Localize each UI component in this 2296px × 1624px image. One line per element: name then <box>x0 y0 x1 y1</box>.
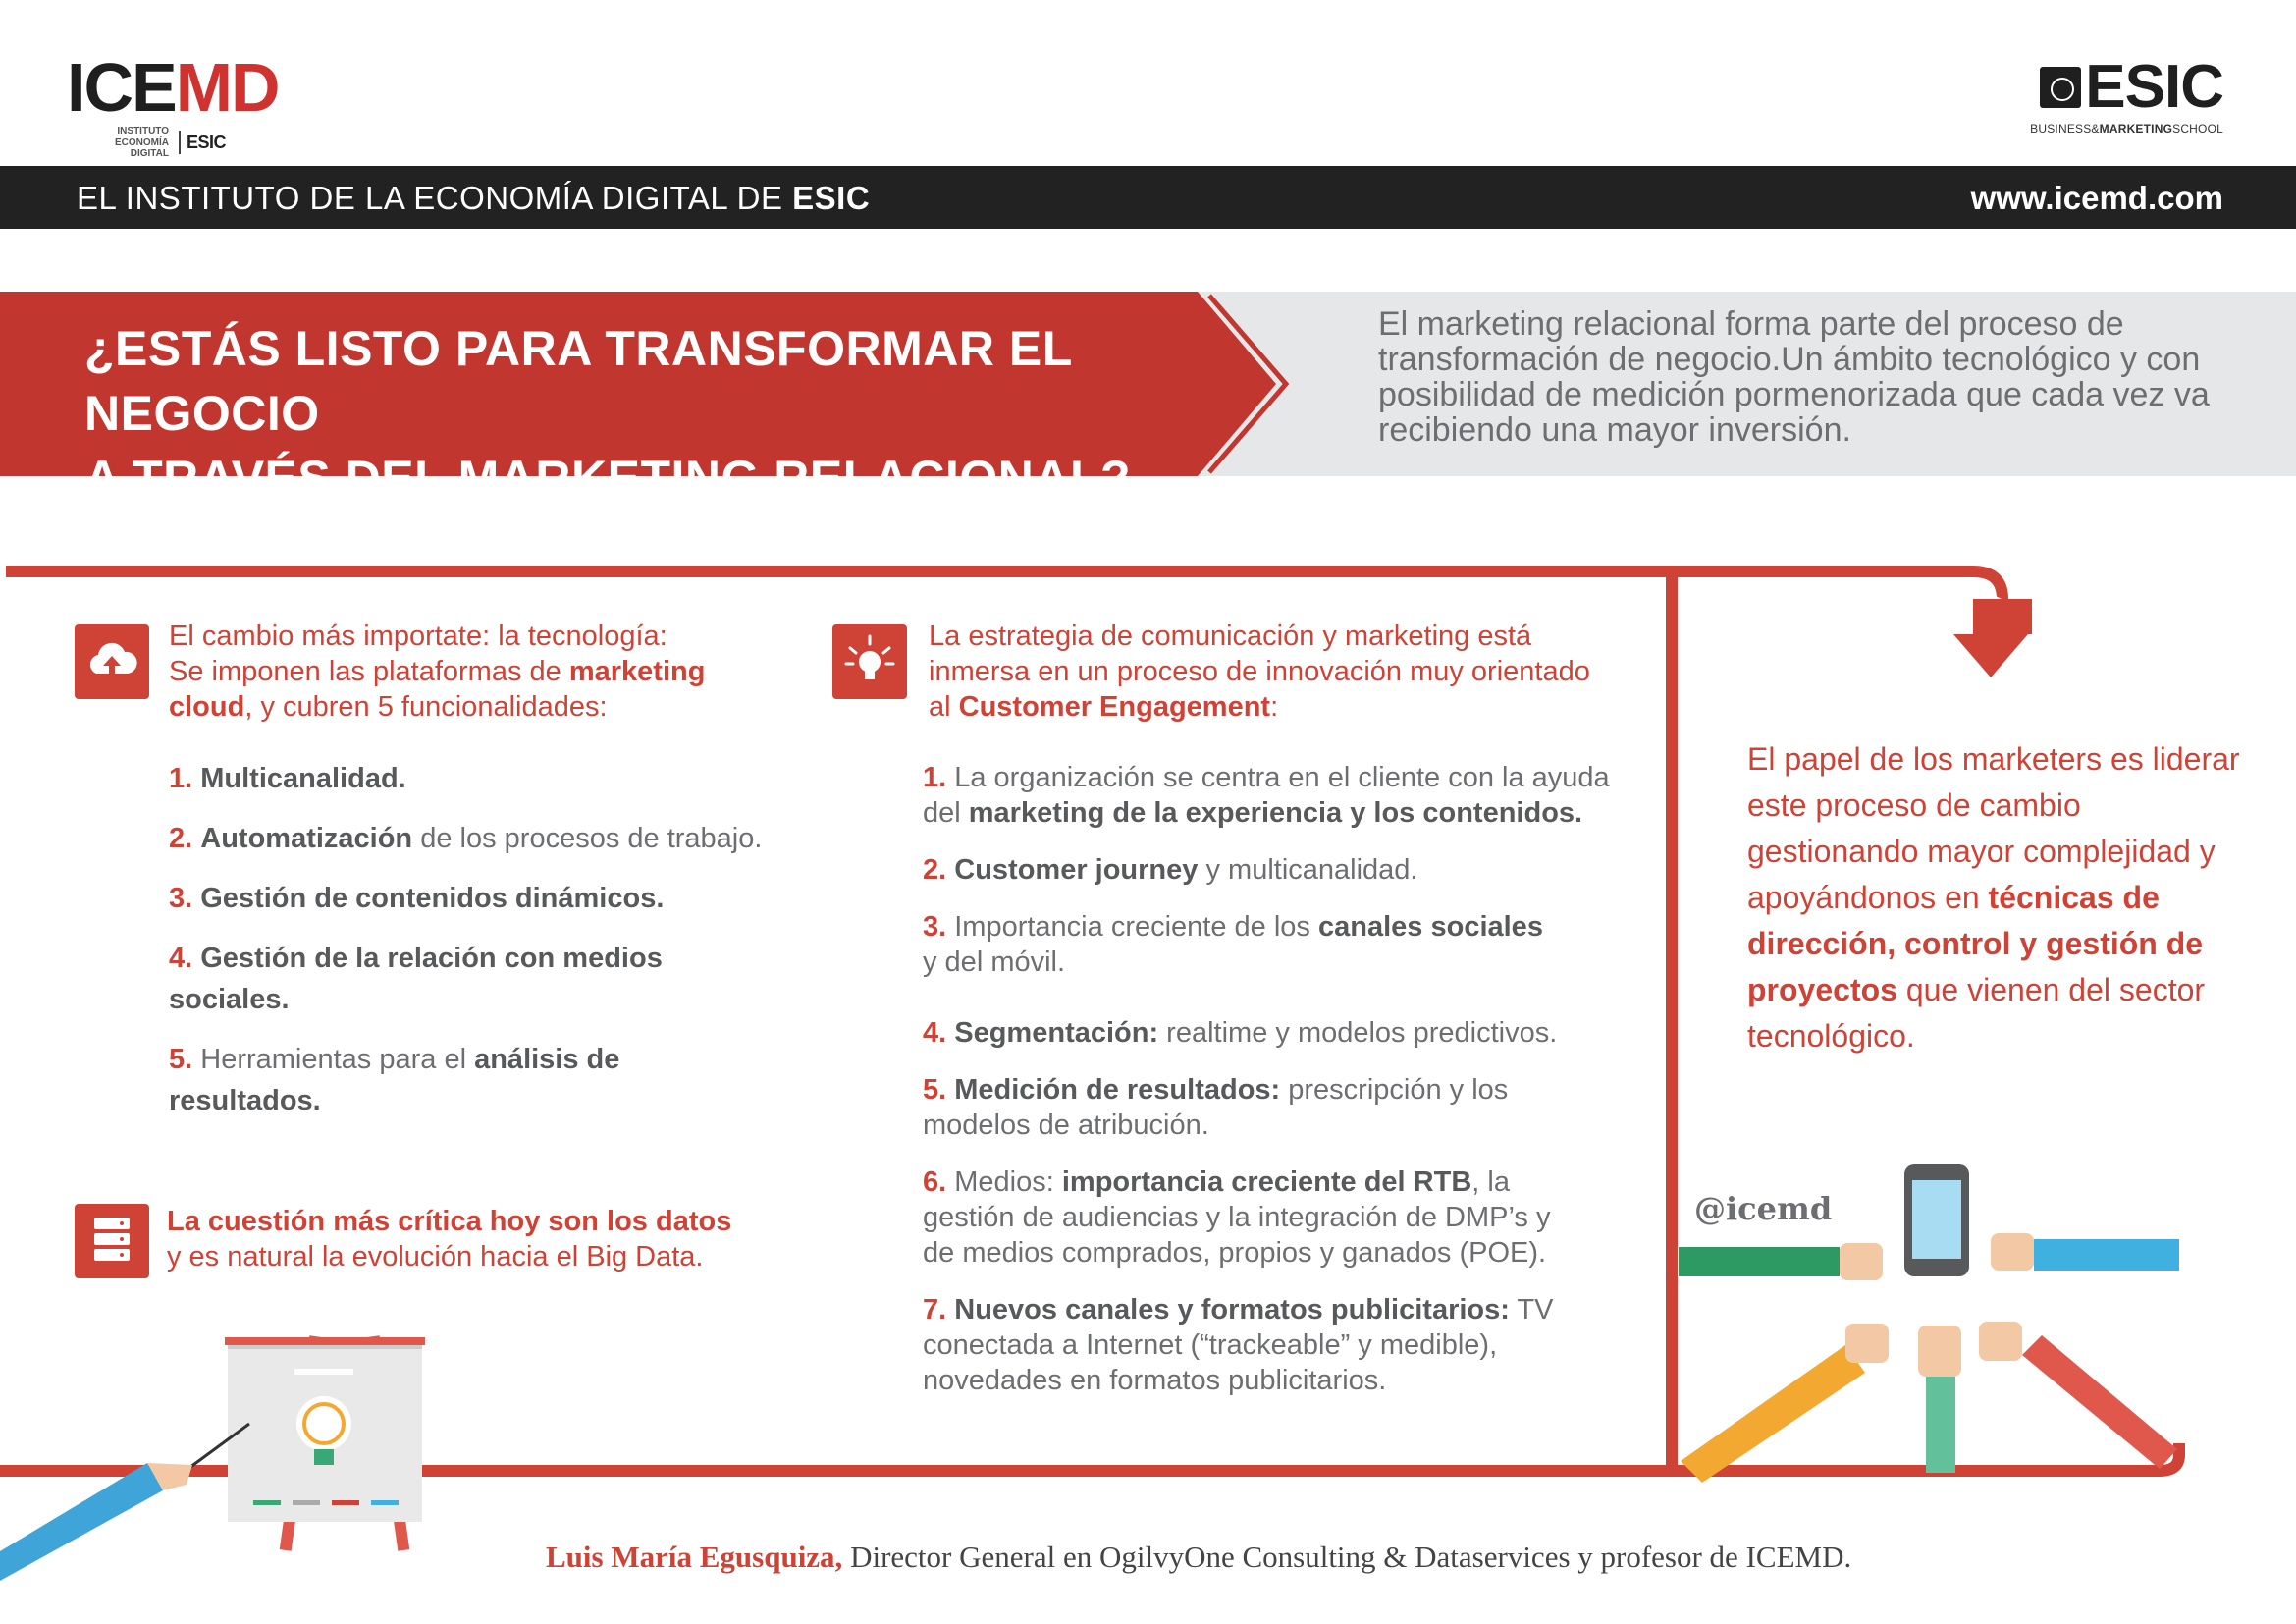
pointing-arm-illustration <box>0 1424 249 1581</box>
server-database-icon <box>75 1204 149 1278</box>
list-item: 4. Segmentación: realtime y modelos predictivos. <box>923 1017 1558 1049</box>
list-item: 1. Multicanalidad. <box>169 763 406 794</box>
esic-logo: ESIC BUSINESS&MARKETINGSCHOOL <box>1998 57 2223 135</box>
header-bar <box>0 166 2296 229</box>
column2-intro: La estrategia de comunicación y marketing está inmersa en un proceso de innovación muy orientado al Customer Engagement: <box>929 621 1590 723</box>
down-arrow-icon <box>1953 599 2032 677</box>
list-item: 7. Nuevos canales y formatos publicitarios: TV conectada a Internet (“trackeable” y medible), novedades en formatos publicitarios. <box>923 1294 1554 1396</box>
author-credit: Luis María Egusquiza, Director General en OgilvyOne Consulting & Dataservices y profesor de ICEMD. <box>546 1540 1852 1574</box>
list-item: 1. La organización se centra en el cliente con la ayuda del marketing de la experiencia y los contenidos. <box>923 762 1610 829</box>
presentation-board-illustration <box>225 1335 425 1551</box>
list-item: 6. Medios: importancia creciente del RTB, la gestión de audiencias y la integración de DMP’s y de medios comprados, propios y ganados (POE). <box>923 1166 1551 1269</box>
list-item: 4. Gestión de la relación con medios sociales. <box>169 943 663 1015</box>
column1-list <box>169 758 797 1140</box>
list-item: 5. Medición de resultados: prescripción y los modelos de atribución. <box>923 1074 1509 1141</box>
list-item: 2. Customer journey y multicanalidad. <box>923 854 1418 886</box>
icemd-wordmark: ICEMD <box>67 49 279 126</box>
icemd-logo <box>67 49 302 159</box>
social-handle: @icemd <box>1694 1190 1833 1227</box>
column2-list <box>923 760 1610 1420</box>
esic-tagline: BUSINESS&MARKETINGSCHOOL <box>2030 122 2223 135</box>
esic-small-logo: ESIC <box>187 132 227 152</box>
banner-description: El marketing relacional forma parte del proceso de transformación de negocio.Un ámbito tecnológico y con posibilidad de medición pormenorizada que cada vez va recibiendo una mayor inversión. <box>1378 305 2210 449</box>
list-item: 3. Gestión de contenidos dinámicos. <box>169 883 665 914</box>
list-item: 3. Importancia creciente de los canales sociales y del móvil. <box>923 911 1543 978</box>
esic-seal-icon <box>2040 67 2081 108</box>
banner-title: ¿ESTÁS LISTO PARA TRANSFORMAR EL NEGOCIO A TRAVÉS DEL MARKETING RELACIONAL? <box>84 321 1132 506</box>
big-data-statement: La cuestión más crítica hoy son los datos y es natural la evolución hacia el Big Data. <box>167 1206 732 1272</box>
column1-intro: El cambio más importate: la tecnología: Se imponen las plataformas de marketing cloud, y cubren 5 funcionalidades: <box>169 621 706 723</box>
header-title: EL INSTITUTO DE LA ECONOMÍA DIGITAL DE ESIC <box>77 180 871 216</box>
header-url-link[interactable]: www.icemd.com <box>1970 180 2223 216</box>
marketers-role-statement: El papel de los marketers es liderar este proceso de cambio gestionando mayor complejidad y apoyándonos en técnicas de dirección, control y gestión de proyectos que vienen del sector tecnológico. <box>1747 741 2240 1054</box>
cloud-upload-icon <box>75 624 149 699</box>
list-item: 5. Herramientas para el análisis de resultados. <box>169 1044 620 1116</box>
list-item: 2. Automatización de los procesos de trabajo. <box>169 823 763 854</box>
lightbulb-icon <box>832 624 907 699</box>
icemd-subtitle: INSTITUTO ECONOMÍA DIGITAL ESIC <box>115 126 227 159</box>
